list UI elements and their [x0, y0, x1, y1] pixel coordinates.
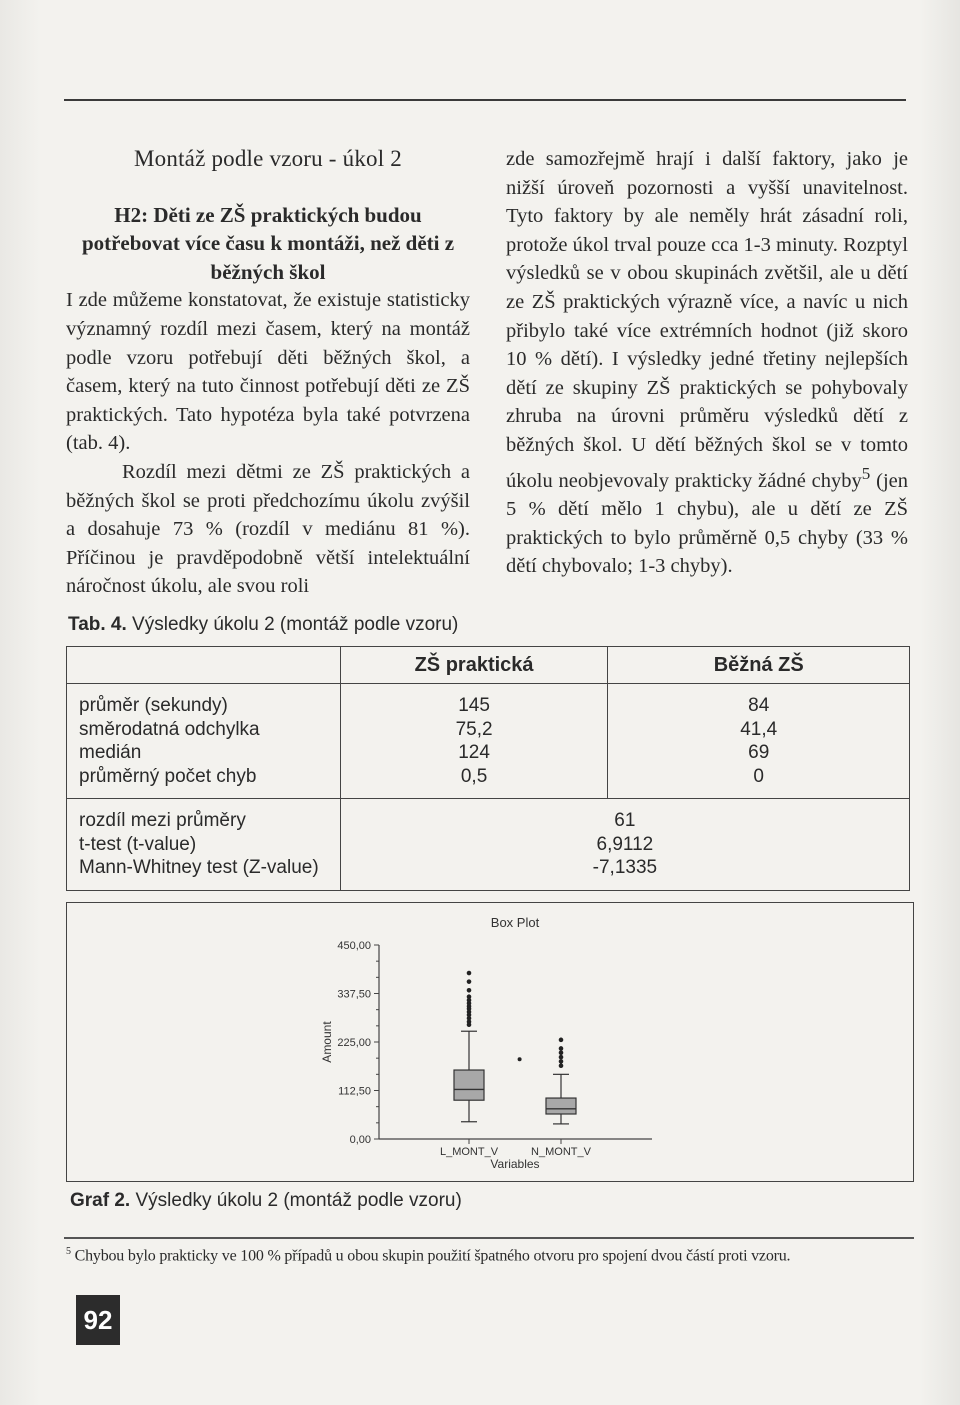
tests-labels	[67, 799, 341, 891]
test-label: rozdíl mezi průměry	[79, 810, 246, 831]
outlier-point	[559, 1050, 564, 1055]
table-stats-row	[67, 684, 910, 799]
header-col-zs-prakticka: ZŠ praktická	[340, 647, 608, 684]
outlier-point	[559, 1059, 564, 1064]
results-table	[66, 646, 910, 891]
x-tick-label: L_MONT_V	[439, 1146, 499, 1158]
y-axis-label: Amount	[320, 1021, 334, 1063]
stat-value-zs-prakticka: 75,2	[455, 718, 493, 740]
y-tick-label: 225,00	[337, 1037, 371, 1049]
paragraph-1: I zde můžeme konstatovat, že existuje statisticky významný rozdíl mezi časem, který na montáž podle vzoru potřebují děti běžných škol, a časem, který na tuto činnost potřebují děti ze ZŠ praktických. Tato hypotéza byla také potvrzena (tab. 4).	[66, 289, 470, 455]
footnote-text: Chybou bylo prakticky ve 100 % případů u obou skupin použití špatného otvoru pro spojení dvou částí proti vzoru.	[74, 1247, 791, 1265]
outlier-point	[467, 979, 472, 984]
footnote	[66, 1242, 936, 1266]
paragraph-3-a: zde samozřejmě hrají i další faktory, jako je nižší úroveň pozornosti a vyšší unavitelnost. Tyto faktory by ale neměly hrát zásadní roli, protože úkol trval pouze cca 1-3 minuty. Rozptyl výsledků se v obou skupinách zvětšil, ale u dětí ze ZŠ praktických výrazně více, a navíc u nich přibylo také více extrémních hodnot (již skoro 10 % dětí). I výsledky jedné třetiny nejlepších dětí ze skupiny ZŠ praktických se pohybovaly zhruba na úrovni průměru výsledků dětí z běžných škol. U dětí běžných škol se v tomto úkolu neobjevovaly prakticky žádné chyby	[506, 148, 908, 492]
footnote-rule	[64, 1237, 914, 1239]
test-label: Mann-Whitney test (Z-value)	[79, 857, 319, 878]
outlier-point	[559, 1055, 564, 1060]
stat-value-zs-prakticka: 124	[458, 742, 490, 763]
tests-values	[340, 799, 909, 891]
footnote-ref: 5	[861, 463, 871, 483]
x-tick-label: N_MONT_V	[531, 1146, 591, 1158]
outlier-point	[559, 1038, 564, 1043]
stat-label: směrodatná odchylka	[79, 718, 260, 740]
right-column	[506, 145, 908, 581]
outlier-point	[467, 988, 472, 993]
table-caption-label: Tab. 4.	[68, 614, 127, 635]
test-value: 6,9112	[596, 833, 654, 855]
test-label: t-test (t-value)	[79, 833, 197, 855]
box-plot	[67, 903, 913, 1181]
paragraph-2: Rozdíl mezi dětmi ze ZŠ praktických a běžných škol se proti předchozímu úkolu zvýšil a dosahuje 73 % (rozdíl v mediánu 81 %). Příčinou je pravděpodobně větší intelektuální náročnost úkolu, ale svou roli	[66, 460, 470, 598]
y-tick-label: 450,00	[337, 940, 371, 952]
outlier-point	[559, 1046, 564, 1051]
test-value: -7,1335	[592, 857, 658, 878]
paragraph-3	[506, 145, 908, 581]
table-caption	[68, 614, 458, 636]
stats-col-a	[340, 684, 608, 799]
table-header-row	[67, 647, 910, 684]
stray-point	[518, 1057, 522, 1061]
outlier-point	[467, 971, 472, 976]
stat-value-bezna-zs: 41,4	[740, 718, 778, 740]
stat-label: průměrný počet chyb	[79, 765, 257, 787]
test-value: 61	[614, 810, 636, 831]
y-tick-label: 337,50	[337, 988, 371, 1001]
stat-value-zs-prakticka: 0,5	[460, 765, 488, 787]
graph-caption-text: Výsledky úkolu 2 (montáž podle vzoru)	[130, 1190, 462, 1211]
stat-value-bezna-zs: 84	[748, 695, 770, 716]
stats-col-b	[608, 684, 910, 799]
y-tick-label: 112,50	[338, 1085, 371, 1098]
stat-label: průměr (sekundy)	[79, 695, 228, 716]
left-column	[66, 145, 470, 601]
stat-value-bezna-zs: 69	[748, 742, 770, 763]
section-title: Montáž podle vzoru - úkol 2	[134, 146, 402, 171]
graph-caption	[70, 1190, 462, 1212]
hypothesis: H2: Děti ze ZŠ praktických budou potřebovat více času k montáži, než děti z běžných škol	[81, 202, 455, 284]
header-empty	[67, 647, 341, 684]
box-iqr	[454, 1070, 484, 1100]
chart-title: Box Plot	[490, 915, 540, 930]
graph-caption-label: Graf 2.	[70, 1190, 131, 1211]
outlier-point	[467, 994, 472, 999]
outlier-point	[559, 1063, 564, 1068]
stat-label: medián	[79, 742, 142, 763]
x-axis-label: Variables	[490, 1157, 540, 1171]
page-number: 92	[76, 1295, 120, 1345]
footnote-mark: 5	[66, 1246, 71, 1257]
table-tests-row	[67, 799, 910, 891]
stats-labels	[67, 684, 341, 799]
paragraph-3-b: (jen 5 % dětí mělo 1 chybu), ale u dětí ze ZŠ praktických to bylo průměrně 0,5 chyby (33 % dětí chybovalo; 1-3 chyby).	[506, 469, 908, 578]
top-rule	[64, 99, 906, 101]
stat-value-zs-prakticka: 145	[458, 695, 490, 716]
stat-value-bezna-zs: 0	[753, 765, 764, 787]
table-caption-text: Výsledky úkolu 2 (montáž podle vzoru)	[126, 614, 459, 635]
box-plot-frame	[66, 902, 914, 1182]
box-iqr	[546, 1098, 576, 1114]
y-tick-label: 0,00	[349, 1134, 371, 1146]
header-col-bezna-zs: Běžná ZŠ	[608, 647, 910, 684]
